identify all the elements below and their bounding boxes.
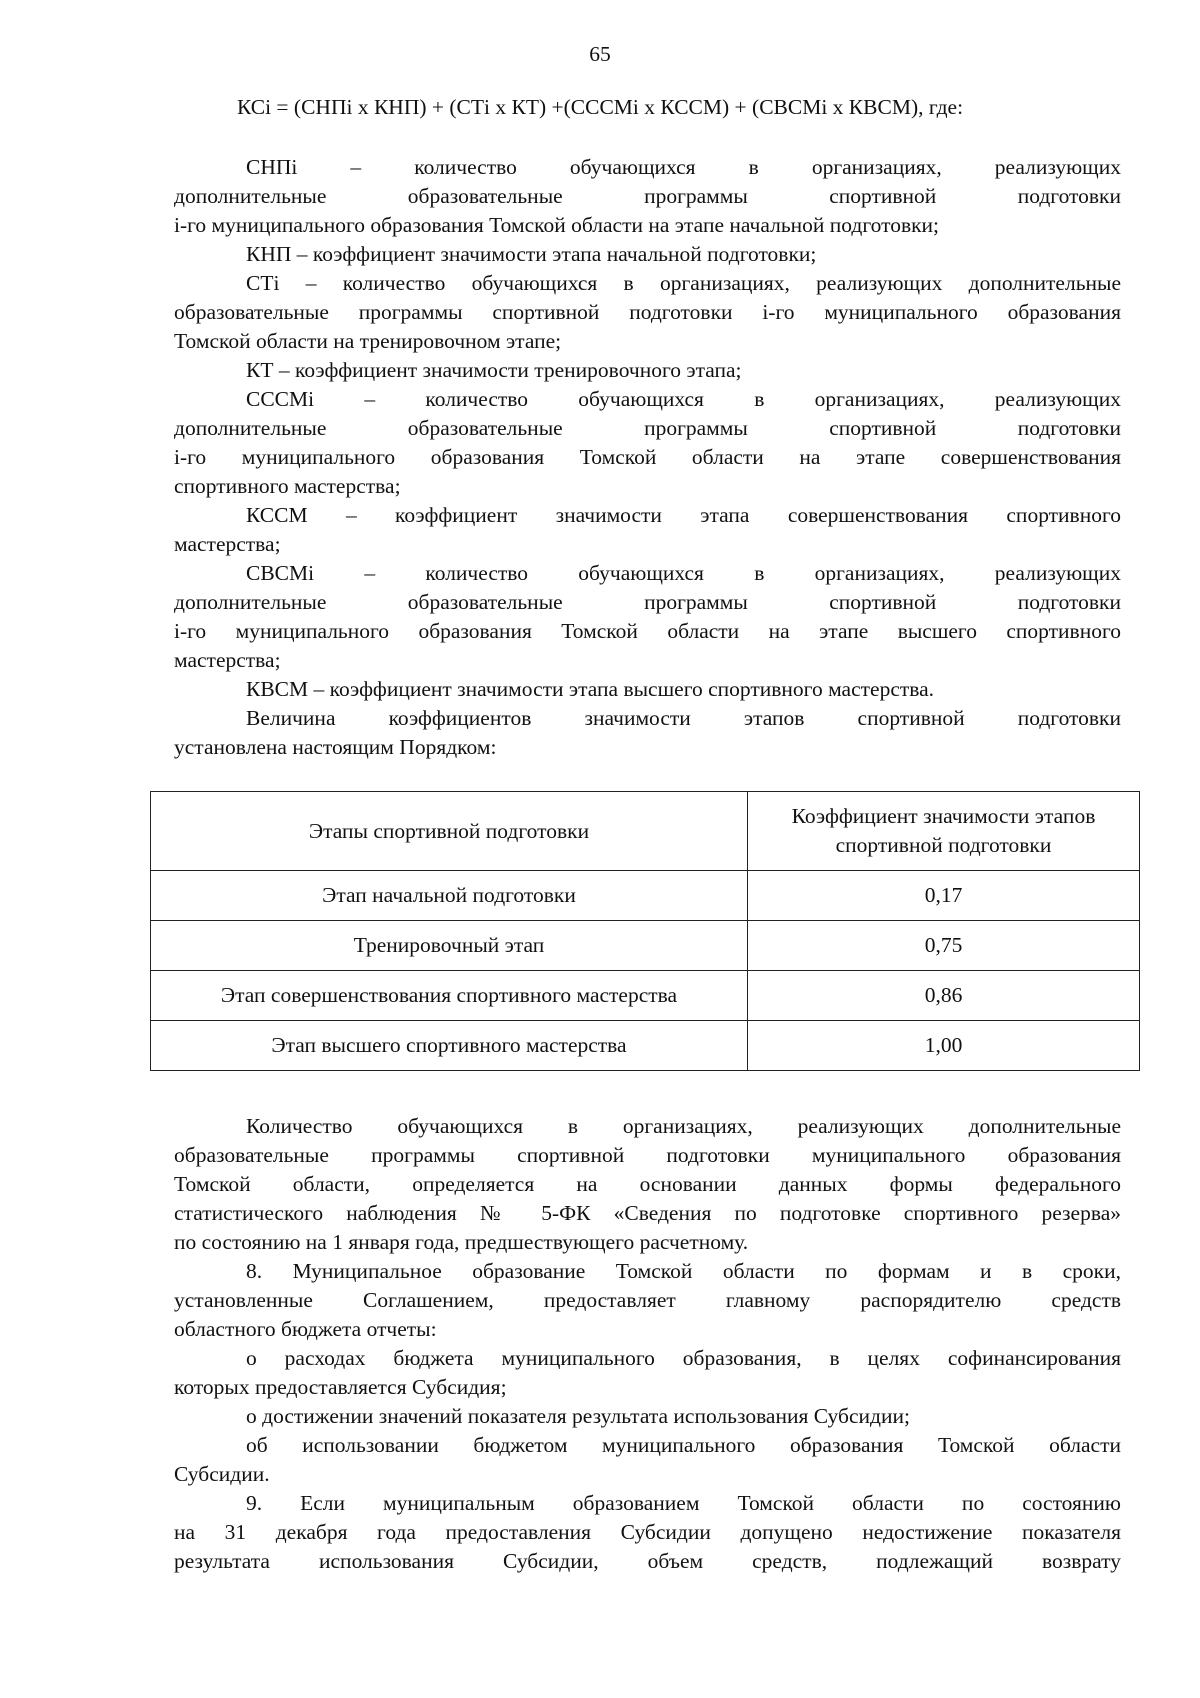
text-line: СТi – количество обучающихся в организациях, реализующих дополнительные (246, 271, 1121, 295)
stage-cell: Тренировочный этап (151, 921, 748, 971)
text-line: о расходах бюджета муниципального образования, в целях софинансирования (246, 1346, 1121, 1370)
text-line: СВСМi – количество обучающихся в организациях, реализующих (246, 561, 1121, 585)
text-line: Количество обучающихся в организациях, реализующих дополнительные (246, 1114, 1121, 1138)
text-line: установлена настоящим Порядком: (174, 735, 497, 759)
stage-cell: Этап начальной подготовки (151, 871, 748, 921)
table-header-coef-line: спортивной подготовки (835, 833, 1052, 857)
text-line: Субсидии. (174, 1462, 270, 1486)
stage-cell: Этап высшего спортивного мастерства (151, 1021, 748, 1071)
text-line: дополнительные образовательные программы спортивной подготовки (174, 416, 1121, 440)
text-line: КТ – коэффициент значимости тренировочного этапа; (246, 358, 742, 382)
text-line: статистического наблюдения № 5-ФК «Сведения по подготовке спортивного резерва» (174, 1201, 1121, 1225)
coef-cell: 1,00 (748, 1021, 1140, 1071)
page-number: 65 (589, 42, 611, 66)
text-line: i-го муниципального образования Томской области на этапе высшего спортивного (174, 619, 1121, 643)
text-line: i-го муниципального образования Томской области на этапе начальной подготовки; (174, 213, 940, 237)
text-line: 9. Если муниципальным образованием Томской области по состоянию (246, 1491, 1121, 1515)
coef-cell: 0,75 (748, 921, 1140, 971)
table-header-stage: Этапы спортивной подготовки (151, 792, 748, 871)
text-line: мастерства; (174, 532, 281, 556)
text-line: i-го муниципального образования Томской области на этапе совершенствования (174, 445, 1121, 469)
coef-cell: 0,86 (748, 971, 1140, 1021)
text-line: 8. Муниципальное образование Томской области по формам и в сроки, (246, 1259, 1121, 1283)
text-line: дополнительные образовательные программы спортивной подготовки (174, 184, 1121, 208)
text-line: Томской области, определяется на основании данных формы федерального (174, 1172, 1121, 1196)
coefficient-table (150, 791, 1140, 1071)
table-row (151, 1021, 1140, 1071)
text-line: КНП – коэффициент значимости этапа начальной подготовки; (246, 242, 817, 266)
text-line: мастерства; (174, 648, 281, 672)
text-line: результата использования Субсидии, объем средств, подлежащий возврату (174, 1549, 1121, 1573)
text-line: СССМi – количество обучающихся в организациях, реализующих (246, 387, 1121, 411)
text-line: КВСМ – коэффициент значимости этапа высшего спортивного мастерства. (246, 677, 935, 701)
text-line: областного бюджета отчеты: (174, 1317, 437, 1341)
text-line: образовательные программы спортивной подготовки муниципального образования (174, 1143, 1121, 1167)
text-line: об использовании бюджетом муниципального образования Томской области (246, 1433, 1121, 1457)
text-line: о достижении значений показателя результата использования Субсидии; (246, 1404, 910, 1428)
formula-line: КСi = (СНПi x КНП) + (СТi x КТ) +(СССМi x КССМ) + (СВСМi x КВСМ), где: (236, 95, 964, 119)
coef-cell: 0,17 (748, 871, 1140, 921)
text-line: КССМ – коэффициент значимости этапа совершенствования спортивного (246, 503, 1121, 527)
text-line: по состоянию на 1 января года, предшествующего расчетному. (174, 1230, 749, 1254)
table-header-row (151, 792, 1140, 871)
table-header-coef-line: Коэффициент значимости этапов (791, 804, 1096, 828)
text-line: которых предоставляется Субсидия; (174, 1375, 507, 1399)
stage-cell: Этап совершенствования спортивного мастерства (151, 971, 748, 1021)
text-line: образовательные программы спортивной подготовки i-го муниципального образования (174, 300, 1121, 324)
text-line: установленные Соглашением, предоставляет главному распорядителю средств (174, 1288, 1121, 1312)
text-line: СНПi – количество обучающихся в организациях, реализующих (246, 155, 1121, 179)
text-line: Величина коэффициентов значимости этапов спортивной подготовки (246, 706, 1121, 730)
text-line: спортивного мастерства; (174, 474, 401, 498)
table-row (151, 871, 1140, 921)
table-header-coef (748, 792, 1140, 871)
text-line: дополнительные образовательные программы спортивной подготовки (174, 590, 1121, 614)
table-row (151, 971, 1140, 1021)
table-row (151, 921, 1140, 971)
text-line: Томской области на тренировочном этапе; (174, 329, 562, 353)
text-line: на 31 декабря года предоставления Субсидии допущено недостижение показателя (174, 1520, 1121, 1544)
